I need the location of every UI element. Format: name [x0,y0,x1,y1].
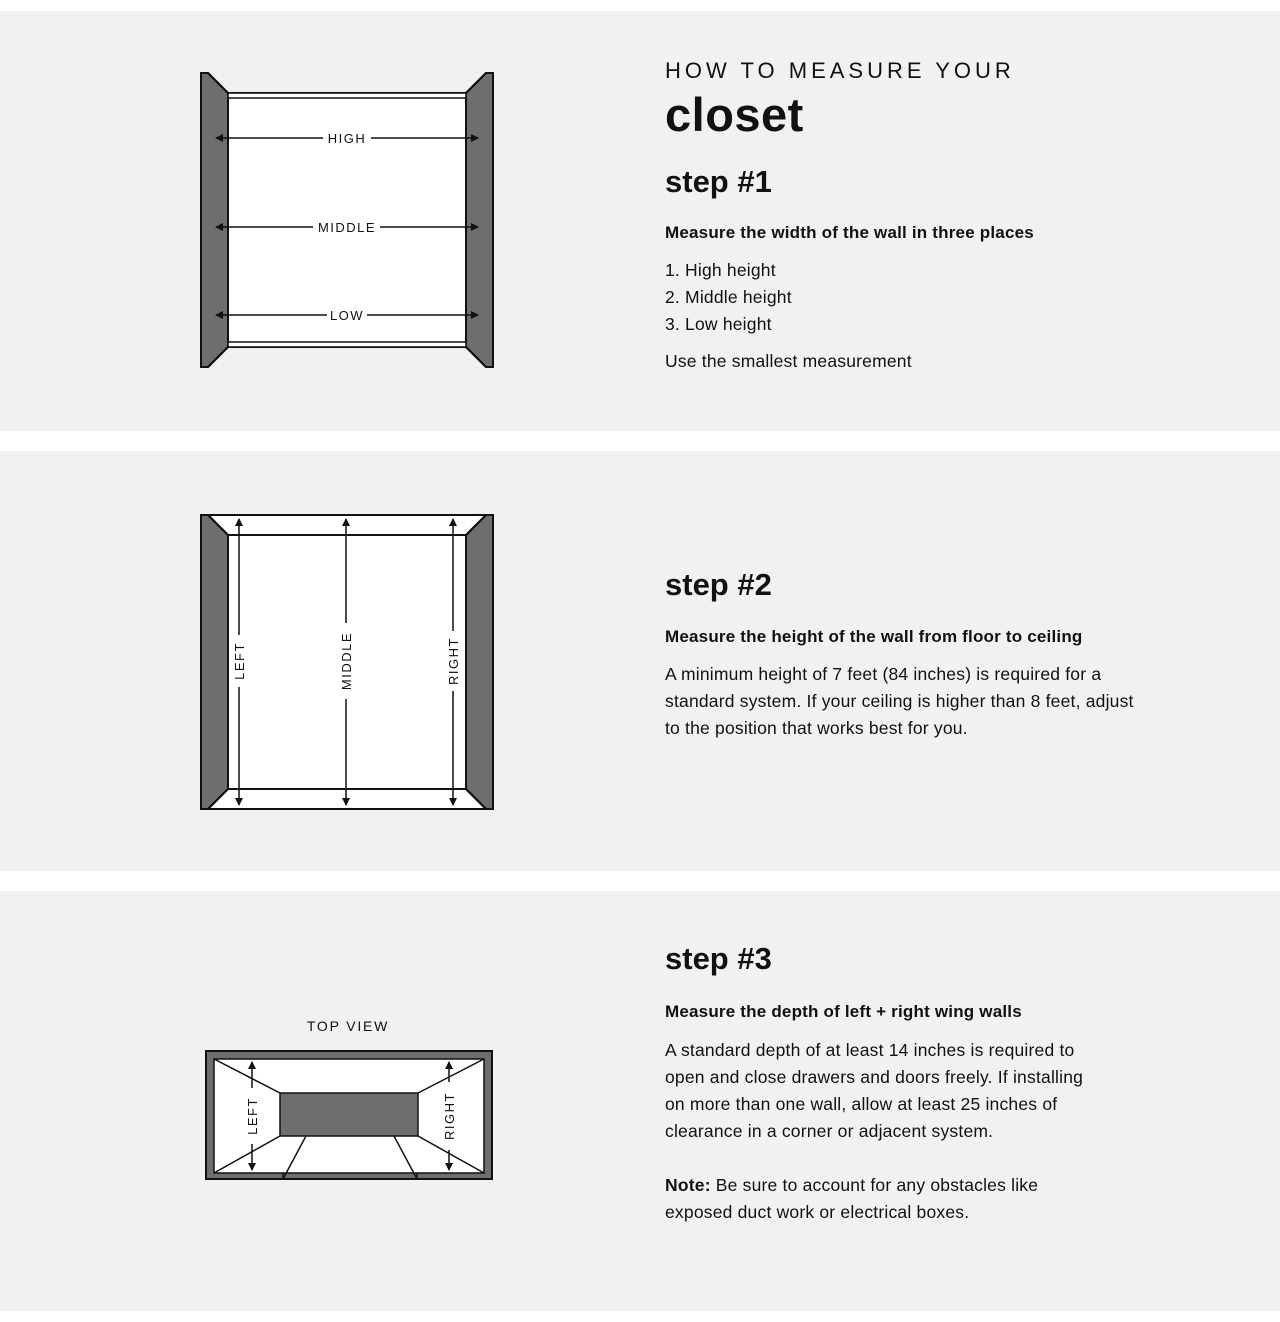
top-view-label: TOP VIEW [306,1018,390,1034]
step-1-note: Use the smallest measurement [665,351,912,371]
low-label: LOW [329,308,365,323]
page-eyebrow: HOW TO MEASURE YOUR [665,58,1015,83]
step-2-panel [0,451,1280,871]
step-1-list [665,257,1185,338]
step-3-subheading: Measure the depth of left + right wing walls [665,1002,1022,1021]
right-label: RIGHT [446,637,461,685]
page-title: closet [665,88,804,141]
list-item: 2. Middle height [665,287,792,307]
right-wall [466,515,493,809]
middle-label: MIDDLE [339,631,354,691]
left-label: LEFT [232,642,247,680]
list-item: 1. High height [665,260,776,280]
height-measure-diagram [196,511,500,813]
left-depth-label: LEFT [245,1097,260,1135]
note-text: Be sure to account for any obstacles like exposed duct work or electrical boxes. [665,1175,1039,1222]
left-wall [201,515,228,809]
step-1-panel [0,11,1280,431]
list-item: 3. Low height [665,314,772,334]
step-3-body: A standard depth of at least 14 inches is required to open and close drawers and doors freely. If installing on more than one wall, allow at least 25 inches of clearance in a corner or adjacent system. [665,1040,1084,1141]
step-2-body: A minimum height of 7 feet (84 inches) is required for a standard system. If your ceiling is higher than 8 feet, adjust to the position that works best for you. [665,664,1134,738]
step-1-subheading: Measure the width of the wall in three places [665,223,1034,242]
right-wall [466,73,493,367]
step-2-subheading: Measure the height of the wall from floor to ceiling [665,627,1083,646]
width-measure-diagram [196,69,500,375]
left-wall [201,73,228,367]
step-3-note [665,1172,1105,1226]
step-2-heading: step #2 [665,567,772,602]
right-depth-label: RIGHT [442,1092,457,1140]
high-label: HIGH [327,131,367,146]
step-3-heading: step #3 [665,941,772,976]
middle-label: MIDDLE [317,220,377,235]
step-1-heading: step #1 [665,164,772,199]
step-3-panel [0,891,1280,1311]
note-label: Note: [665,1175,711,1195]
depth-measure-diagram [203,1048,495,1182]
